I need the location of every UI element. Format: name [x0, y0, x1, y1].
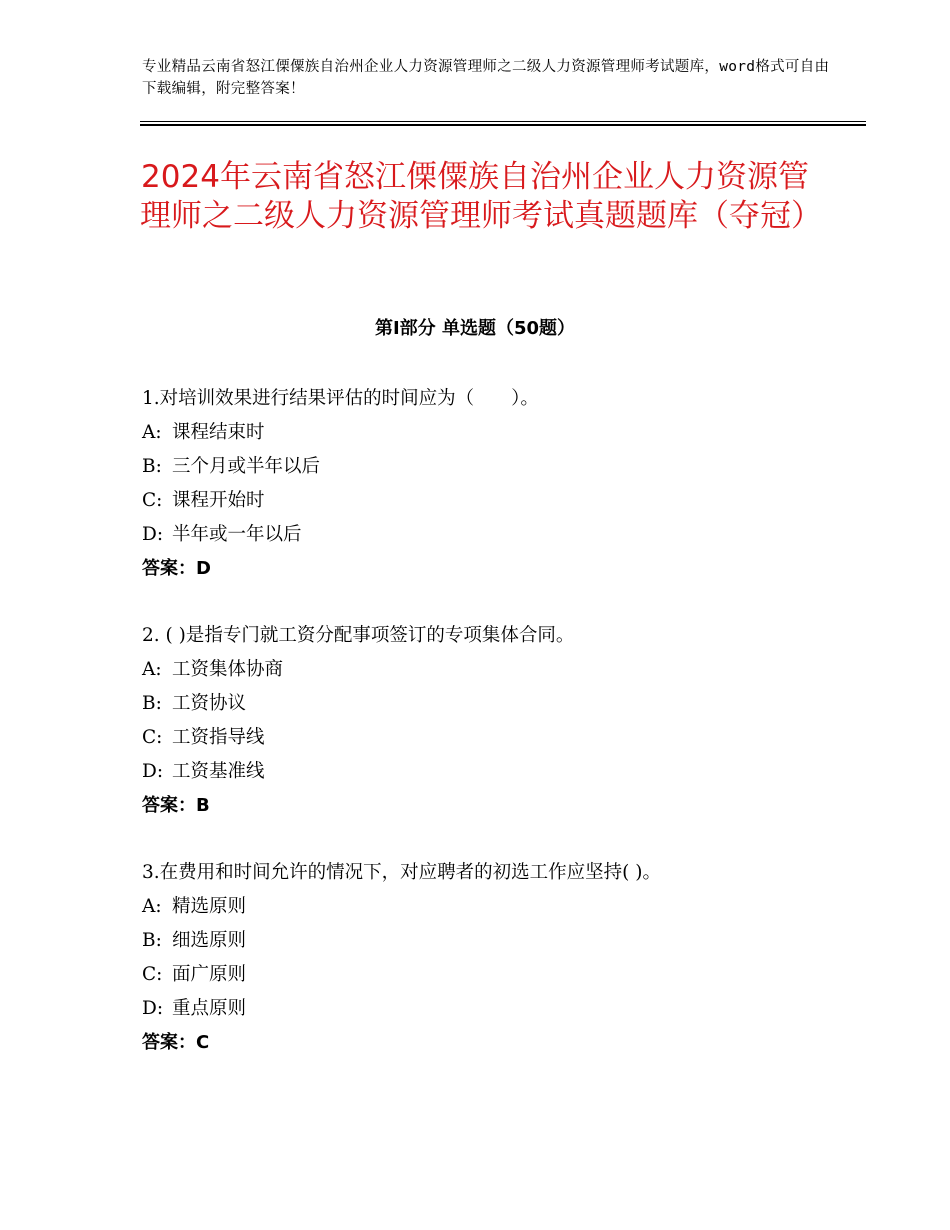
option-a [142, 890, 842, 924]
option-key: A: [142, 659, 162, 680]
option-key: D: [142, 998, 164, 1019]
header-note: 专业精品云南省怒江傈僳族自治州企业人力资源管理师之二级人力资源管理师考试题库，word格式可自由下载编辑，附完整答案！ [142, 59, 830, 97]
question-3 [142, 856, 842, 1060]
option-key: C: [142, 964, 163, 985]
question-text: 2. ( )是指专门就工资分配事项签订的专项集体合同。 [142, 625, 575, 646]
question-2 [142, 619, 842, 823]
option-b [142, 687, 842, 721]
answer: 答案：C [142, 1032, 210, 1053]
option-b [142, 924, 842, 958]
option-c [142, 484, 842, 518]
question-list [142, 382, 842, 1093]
option-text: 重点原则 [172, 998, 247, 1019]
question-text: 1.对培训效果进行结果评估的时间应为（ ）。 [142, 388, 539, 409]
option-key: D: [142, 524, 164, 545]
option-d [142, 992, 842, 1026]
option-text: 三个月或半年以后 [172, 456, 321, 477]
option-a [142, 653, 842, 687]
option-text: 课程开始时 [172, 490, 265, 511]
option-text: 工资协议 [172, 693, 247, 714]
option-c [142, 958, 842, 992]
question-text: 3.在费用和时间允许的情况下，对应聘者的初选工作应坚持( )。 [142, 862, 661, 883]
option-text: 课程结束时 [172, 422, 265, 443]
option-key: B: [142, 930, 162, 951]
option-text: 工资指导线 [172, 727, 265, 748]
option-d [142, 518, 842, 552]
option-key: C: [142, 490, 163, 511]
option-a [142, 416, 842, 450]
option-key: B: [142, 456, 162, 477]
option-text: 工资集体协商 [172, 659, 284, 680]
option-text: 半年或一年以后 [172, 524, 302, 545]
question-1 [142, 382, 842, 586]
option-key: A: [142, 896, 162, 917]
answer: 答案：B [142, 795, 210, 816]
option-text: 细选原则 [172, 930, 247, 951]
option-d [142, 755, 842, 789]
option-text: 精选原则 [172, 896, 247, 917]
option-text: 工资基准线 [172, 761, 265, 782]
answer: 答案：D [142, 558, 211, 579]
option-key: D: [142, 761, 164, 782]
option-c [142, 721, 842, 755]
option-b [142, 450, 842, 484]
option-key: A: [142, 422, 162, 443]
option-key: C: [142, 727, 163, 748]
option-key: B: [142, 693, 162, 714]
header-divider [140, 121, 866, 126]
option-text: 面广原则 [172, 964, 247, 985]
document-title: 2024年云南省怒江傈僳族自治州企业人力资源管理师之二级人力资源管理师考试真题题库（夺冠） [140, 159, 822, 234]
section-title: 第Ⅰ部分 单选题（50题） [374, 318, 575, 339]
